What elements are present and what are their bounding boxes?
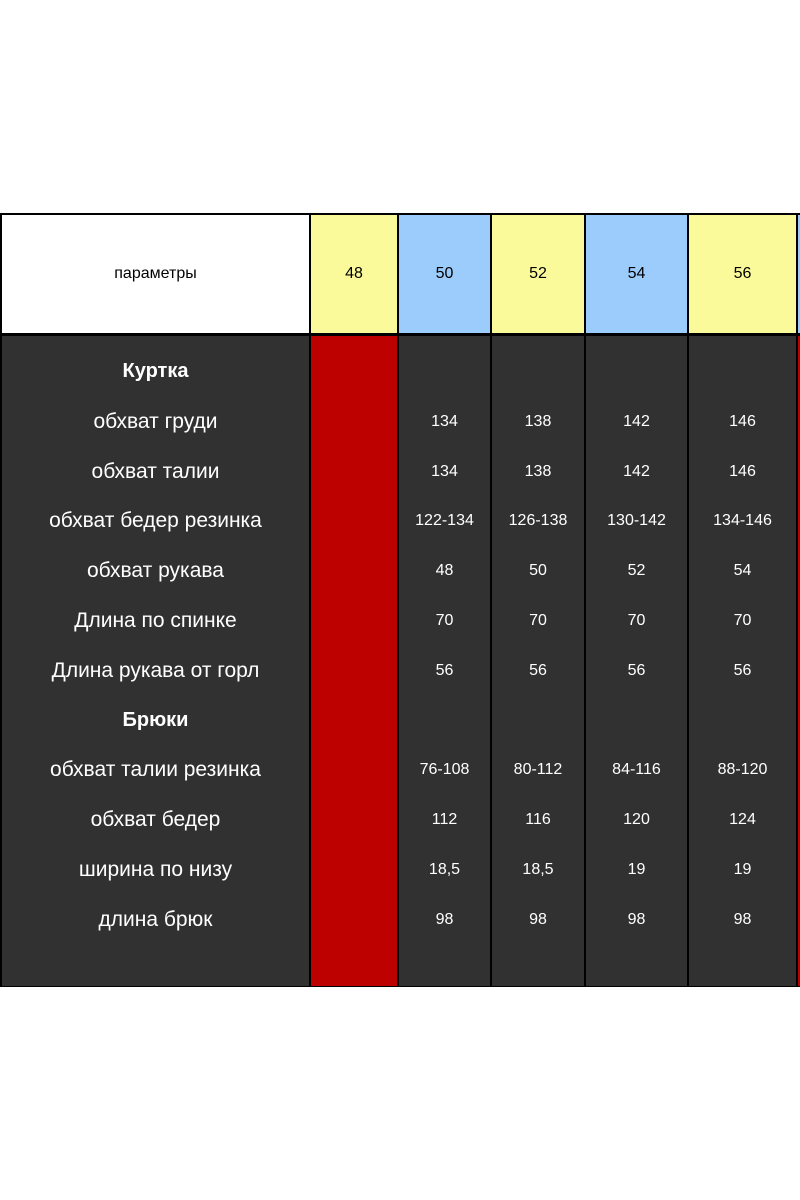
value-cell: 19 (733, 860, 752, 878)
size-48-column (310, 335, 398, 987)
value-cell (689, 696, 796, 746)
value-cell: 76-108 (419, 761, 470, 779)
header-row (1, 214, 800, 335)
section-heading: Брюки (122, 708, 189, 731)
parameter-label: обхват бедер резинка (49, 509, 262, 533)
value-cell (492, 347, 584, 397)
value-cell: 116 (525, 811, 551, 829)
value-cell: 70 (435, 611, 454, 629)
value-cell: 142 (623, 462, 650, 480)
size-56-column (688, 335, 797, 987)
parameter-label: обхват бедер (90, 808, 221, 832)
value-cell: 19 (627, 860, 646, 878)
value-cell: 56 (733, 661, 752, 679)
value-cell: 134 (431, 412, 458, 430)
parameter-label: обхват талии (91, 459, 220, 483)
value-cell: 138 (524, 412, 552, 430)
value-cell: 98 (733, 910, 752, 928)
value-cell: 56 (435, 661, 454, 679)
size-48-header: 48 (310, 214, 398, 335)
value-cell: 18,5 (522, 860, 554, 878)
parameter-label: длина брюк (98, 907, 213, 931)
size-chart (0, 213, 800, 987)
size-52-header: 52 (491, 214, 585, 335)
value-cell: 48 (435, 562, 454, 580)
parameter-label: обхват талии резинка (50, 758, 261, 782)
value-stack (492, 336, 584, 945)
value-cell (399, 347, 490, 397)
value-cell: 84-116 (612, 761, 661, 779)
value-cell: 122-134 (415, 512, 474, 530)
value-cell: 80-112 (513, 761, 563, 779)
parameter-labels-column (1, 335, 310, 987)
parameter-label: обхват рукава (87, 559, 224, 583)
value-cell: 124 (729, 811, 756, 829)
value-stack (689, 336, 796, 945)
value-cell: 98 (627, 910, 646, 928)
value-stack (399, 336, 490, 945)
size-50-column (398, 335, 491, 987)
size-56-header: 56 (688, 214, 797, 335)
value-cell: 146 (729, 412, 756, 430)
value-cell: 126-138 (508, 512, 568, 530)
section-heading: Куртка (122, 360, 189, 382)
parameter-label: Длина рукава от горл (51, 658, 260, 682)
value-cell: 130-142 (607, 512, 666, 530)
value-cell: 134 (431, 462, 458, 480)
value-stack (586, 336, 687, 945)
size-54-header: 54 (585, 214, 688, 335)
size-table (0, 213, 800, 987)
value-cell (399, 696, 490, 746)
parameter-label: обхват груди (93, 409, 218, 433)
value-cell: 56 (529, 661, 547, 679)
value-cell: 54 (733, 562, 752, 580)
value-cell (586, 696, 687, 746)
value-cell: 52 (627, 562, 646, 580)
value-cell: 70 (733, 611, 752, 629)
label-stack (2, 336, 309, 945)
value-cell: 98 (529, 910, 547, 928)
body-row (1, 335, 800, 987)
size-50-header: 50 (398, 214, 491, 335)
value-cell: 112 (431, 811, 458, 829)
size-52-column (491, 335, 585, 987)
value-cell: 50 (529, 562, 547, 580)
value-cell (689, 347, 796, 397)
value-cell: 134-146 (713, 512, 772, 530)
value-cell: 18,5 (428, 860, 461, 878)
value-cell: 88-120 (717, 761, 768, 779)
parameter-label: ширина по низу (78, 857, 233, 881)
value-cell: 98 (435, 910, 454, 928)
value-cell: 146 (729, 462, 756, 480)
value-cell (586, 347, 687, 397)
value-cell: 120 (623, 811, 650, 829)
value-cell (492, 696, 584, 746)
parameter-label: Длина по спинке (74, 608, 237, 632)
value-cell: 70 (627, 611, 646, 629)
size-54-column (585, 335, 688, 987)
value-cell: 56 (627, 661, 646, 679)
value-cell: 70 (529, 611, 547, 629)
value-cell: 142 (623, 412, 650, 430)
param-header: параметры (1, 214, 310, 335)
value-cell: 138 (524, 462, 552, 480)
